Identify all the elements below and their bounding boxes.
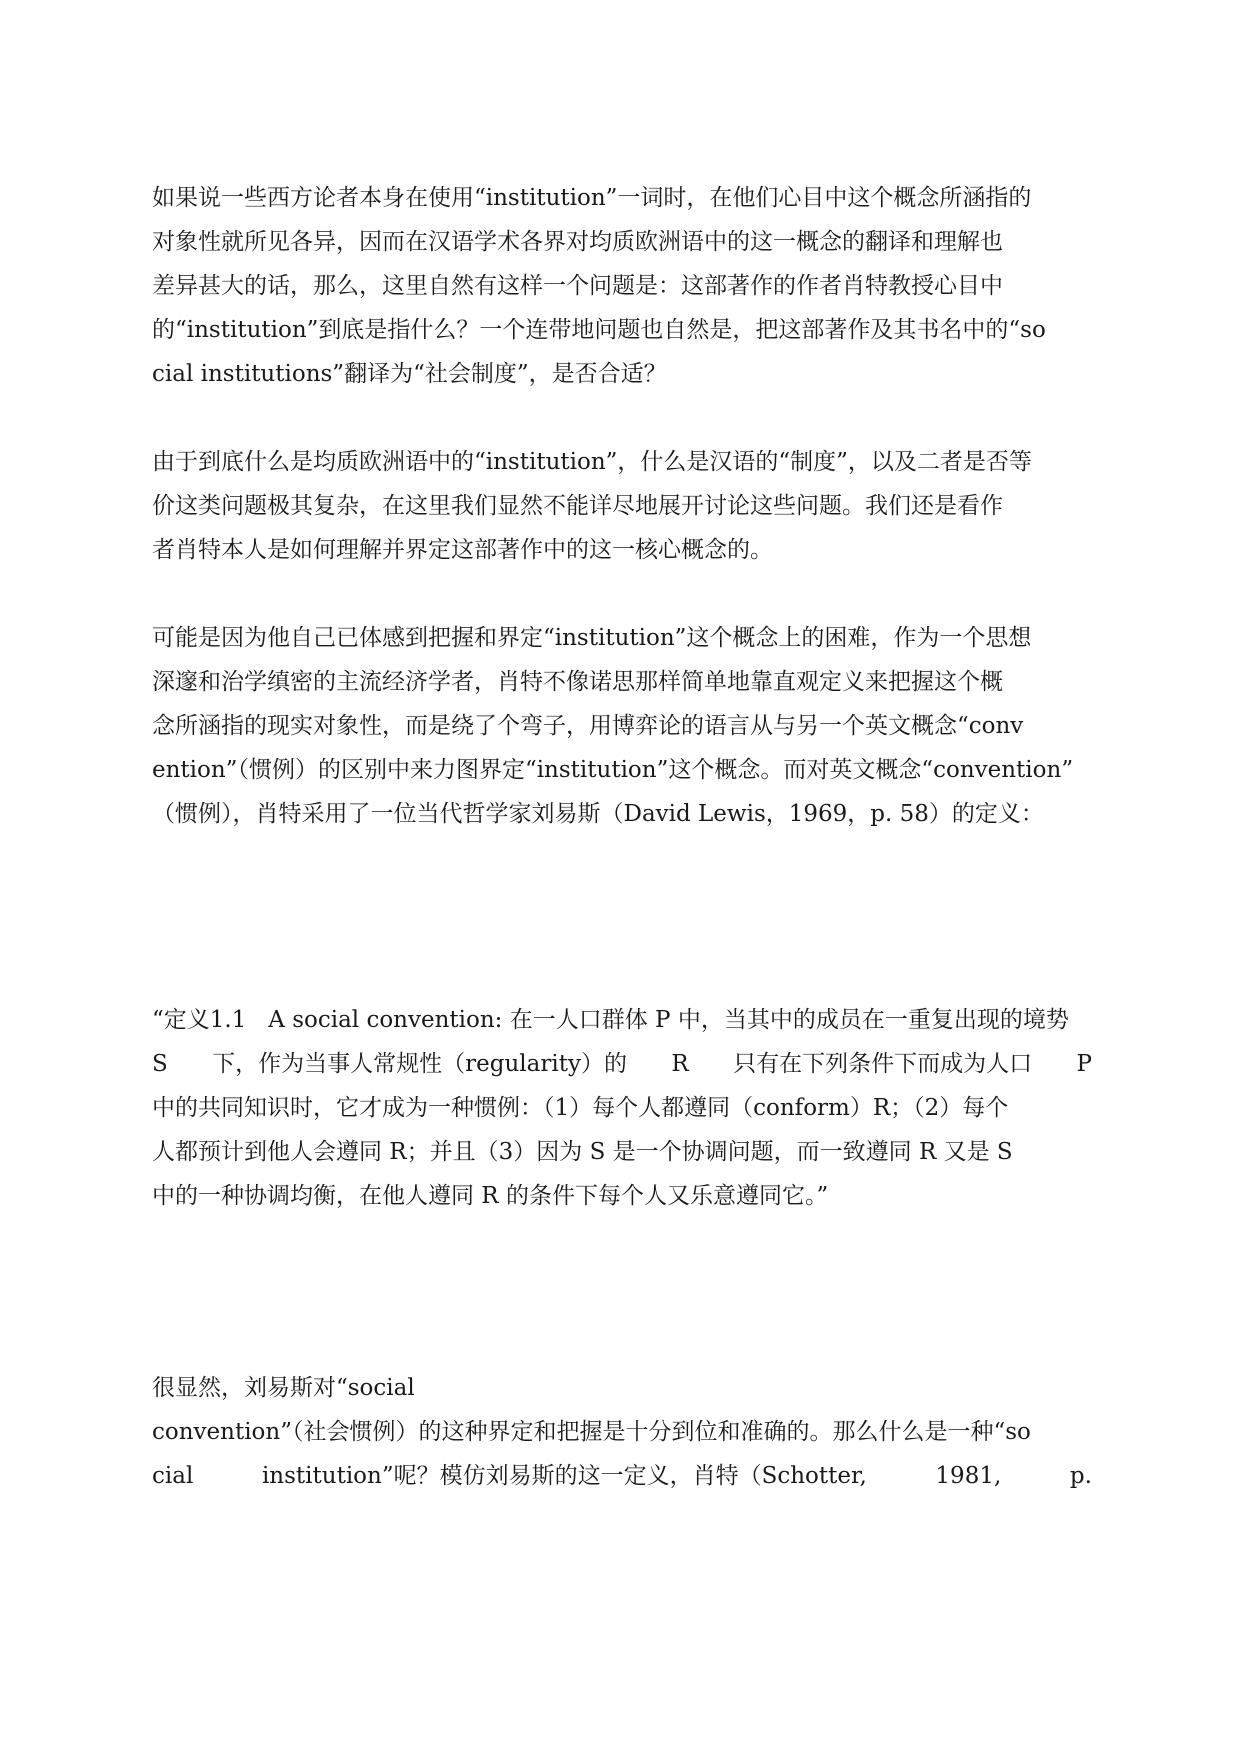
paragraph-1-line-4: 的“institution”到底是指什么？一个连带地问题也自然是，把这部著作及其书名中的“so — [152, 317, 1046, 343]
paragraph-3-line-4: ention”（惯例）的区别中来力图界定“institution”这个概念。而对英文概念“convention” — [152, 757, 1074, 783]
definition-line-2-part-5: P — [1076, 1051, 1092, 1077]
paragraph-4-line-3-part-3: 1981, — [935, 1463, 1002, 1489]
paragraph-1-line-1: 如果说一些西方论者本身在使用“institution”一词时，在他们心目中这个概念所涵指的 — [152, 185, 1032, 211]
paragraph-3-line-1: 可能是因为他自己已体感到把握和界定“institution”这个概念上的困难，作为一个思想 — [152, 625, 1032, 651]
definition-line-2-part-2: 下，作为当事人常规性（regularity）的 — [212, 1051, 627, 1077]
definition-line-2 — [152, 1048, 1092, 1080]
paragraph-1-line-2: 对象性就所见各异，因而在汉语学术各界对均质欧洲语中的这一概念的翻译和理解也 — [152, 229, 1003, 255]
paragraph-4-line-3-part-1: cial — [152, 1463, 194, 1489]
paragraph-4-line-3-part-2: institution”呢？模仿刘易斯的这一定义，肖特（Schotter, — [261, 1463, 867, 1489]
definition-line-2-part-4: 只有在下列条件下而成为人口 — [733, 1051, 1033, 1077]
paragraph-2-line-2: 价这类问题极其复杂，在这里我们显然不能详尽地展开讨论这些问题。我们还是看作 — [152, 493, 1003, 519]
definition-line-3: 中的共同知识时，它才成为一种惯例：（1）每个人都遵同（conform）R；（2）每个 — [152, 1095, 1009, 1121]
paragraph-3-line-3: 念所涵指的现实对象性，而是绕了个弯子，用博弈论的语言从与另一个英文概念“conv — [152, 713, 1024, 739]
paragraph-3-line-2: 深邃和治学缜密的主流经济学者，肖特不像诺思那样简单地靠直观定义来把握这个概 — [152, 669, 1003, 695]
paragraph-1-line-5: cial institutions”翻译为“社会制度”，是否合适？ — [152, 361, 667, 387]
paragraph-4-line-2: convention”（社会惯例）的这种界定和把握是十分到位和准确的。那么什么是一种“so — [152, 1419, 1031, 1445]
paragraph-1-line-3: 差异甚大的话，那么，这里自然有这样一个问题是：这部著作的作者肖特教授心目中 — [152, 273, 1003, 299]
paragraph-2-line-3: 者肖特本人是如何理解并界定这部著作中的这一核心概念的。 — [152, 537, 773, 563]
paragraph-2-line-1: 由于到底什么是均质欧洲语中的“institution”，什么是汉语的“制度”，以及二者是否等 — [152, 449, 1032, 475]
paragraph-4-line-3 — [152, 1460, 1092, 1492]
paragraph-4-line-1: 很显然，刘易斯对“social — [152, 1375, 415, 1401]
definition-line-2-part-1: S — [152, 1051, 168, 1077]
paragraph-3-line-5: （惯例），肖特采用了一位当代哲学家刘易斯（David Lewis，1969，p. 58）的定义： — [152, 801, 1044, 827]
definition-line-1: “定义1.1 A social convention: 在一人口群体 P 中，当其中的成员在一重复出现的境势 — [152, 1007, 1069, 1033]
definition-line-5: 中的一种协调均衡，在他人遵同 R 的条件下每个人又乐意遵同它。” — [152, 1183, 829, 1209]
definition-line-4: 人都预计到他人会遵同 R；并且（3）因为 S 是一个协调问题，而一致遵同 R 又是 S — [152, 1139, 1013, 1165]
definition-line-2-part-3: R — [671, 1051, 689, 1077]
paragraph-4-line-3-part-4: p. — [1069, 1463, 1092, 1489]
